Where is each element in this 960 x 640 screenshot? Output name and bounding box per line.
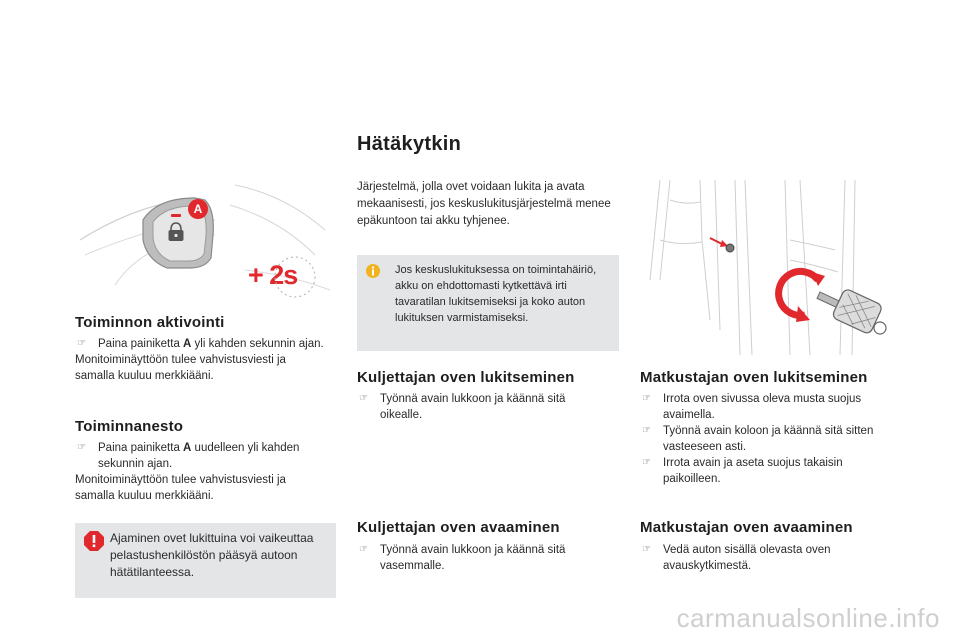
list-item	[357, 391, 607, 423]
bullet-arrow-icon: ☞	[642, 425, 651, 436]
duration-label: + 2s	[248, 260, 298, 290]
driver-unlock-list	[357, 542, 607, 574]
deactivation-note: Monitoiminäyttöön tulee vahvistusviesti ja samalla kuuluu merkkiääni.	[75, 474, 286, 502]
activation-bullet	[75, 336, 325, 352]
plus-2s-indicator	[248, 262, 318, 294]
bullet-arrow-icon: ☞	[642, 457, 651, 468]
info-icon	[366, 264, 380, 278]
passenger-unlock-heading: Matkustajan oven avaaminen	[640, 519, 853, 536]
driver-lock-list	[357, 391, 607, 423]
activation-bullet-key: A	[183, 338, 192, 350]
driver-unlock-bullet-0: Työnnä avain lukkoon ja käännä sitä vasemmalle.	[380, 544, 566, 572]
passenger-lock-bullet-0: Irrota oven sivussa oleva musta suojus avaimella.	[663, 393, 862, 421]
driver-lock-heading: Kuljettajan oven lukitseminen	[357, 369, 575, 386]
info-note-text: Jos keskuslukituksessa on toimintahäiriö, akku on ehdottomasti kytkettävä irti tavaratilan lukitsemiseksi ja koko auton lukituksen varmistamiseksi.	[395, 264, 597, 324]
bullet-arrow-icon: ☞	[77, 442, 86, 453]
driver-lock-bullet-0: Työnnä avain lukkoon ja käännä sitä oikealle.	[380, 393, 566, 421]
bullet-arrow-icon: ☞	[642, 393, 651, 404]
passenger-lock-list	[640, 391, 895, 487]
deactivation-heading: Toiminnanesto	[75, 418, 184, 435]
list-item	[357, 542, 607, 574]
passenger-lock-bullet-2: Irrota avain ja aseta suojus takaisin paikoilleen.	[663, 457, 843, 485]
warning-box	[75, 523, 336, 598]
button-a-label: A	[193, 202, 203, 216]
deactivation-bullet-key: A	[183, 442, 192, 454]
deactivation-bullet-post: uudelleen yli kahden sekunnin ajan.	[98, 442, 300, 470]
activation-note: Monitoiminäyttöön tulee vahvistusviesti ja samalla kuuluu merkkiääni.	[75, 354, 286, 382]
watermark: carmanualsonline.info	[676, 603, 940, 633]
activation-bullet-post: yli kahden sekunnin ajan.	[191, 338, 324, 350]
activation-bullet-pre: Paina painiketta	[98, 338, 184, 350]
activation-heading: Toiminnon aktivointi	[75, 314, 225, 331]
bullet-arrow-icon: ☞	[359, 393, 368, 404]
list-item	[640, 423, 895, 455]
bullet-arrow-icon: ☞	[642, 544, 651, 555]
key-icon	[817, 288, 886, 335]
bullet-arrow-icon: ☞	[359, 544, 368, 555]
button-a-badge	[188, 199, 208, 219]
door-key-illustration	[640, 180, 898, 355]
passenger-lock-bullet-1: Työnnä avain koloon ja käännä sitä sitten vasteeseen asti.	[663, 425, 874, 453]
list-item	[640, 542, 870, 574]
door-side-drawing	[640, 180, 898, 355]
info-box	[357, 255, 619, 351]
warning-text: Ajaminen ovet lukittuina voi vaikeuttaa pelastushenkilöstön pääsyä autoon hätätilanteessa.	[110, 531, 314, 579]
list-item	[640, 391, 895, 423]
warning-icon	[84, 531, 104, 551]
deactivation-bullet-pre: Paina painiketta	[98, 442, 184, 454]
driver-unlock-heading: Kuljettajan oven avaaminen	[357, 519, 560, 536]
deactivation-block	[75, 440, 325, 504]
clock-dial-icon	[270, 254, 320, 300]
passenger-lock-heading: Matkustajan oven lukitseminen	[640, 369, 868, 386]
list-item	[640, 455, 895, 487]
passenger-unlock-bullet-0: Vedä auton sisällä olevasta oven avauskytkimestä.	[663, 544, 831, 572]
passenger-unlock-list	[640, 542, 870, 574]
intro-text: Järjestelmä, jolla ovet voidaan lukita ja avata mekaanisesti, jos keskuslukitusjärjestelmä menee epäkuntoon tai akku tyhjenee.	[357, 181, 611, 227]
activation-block	[75, 336, 325, 384]
page-title: Hätäkytkin	[357, 133, 462, 155]
deactivation-bullet	[75, 440, 325, 472]
bullet-arrow-icon: ☞	[77, 338, 86, 349]
